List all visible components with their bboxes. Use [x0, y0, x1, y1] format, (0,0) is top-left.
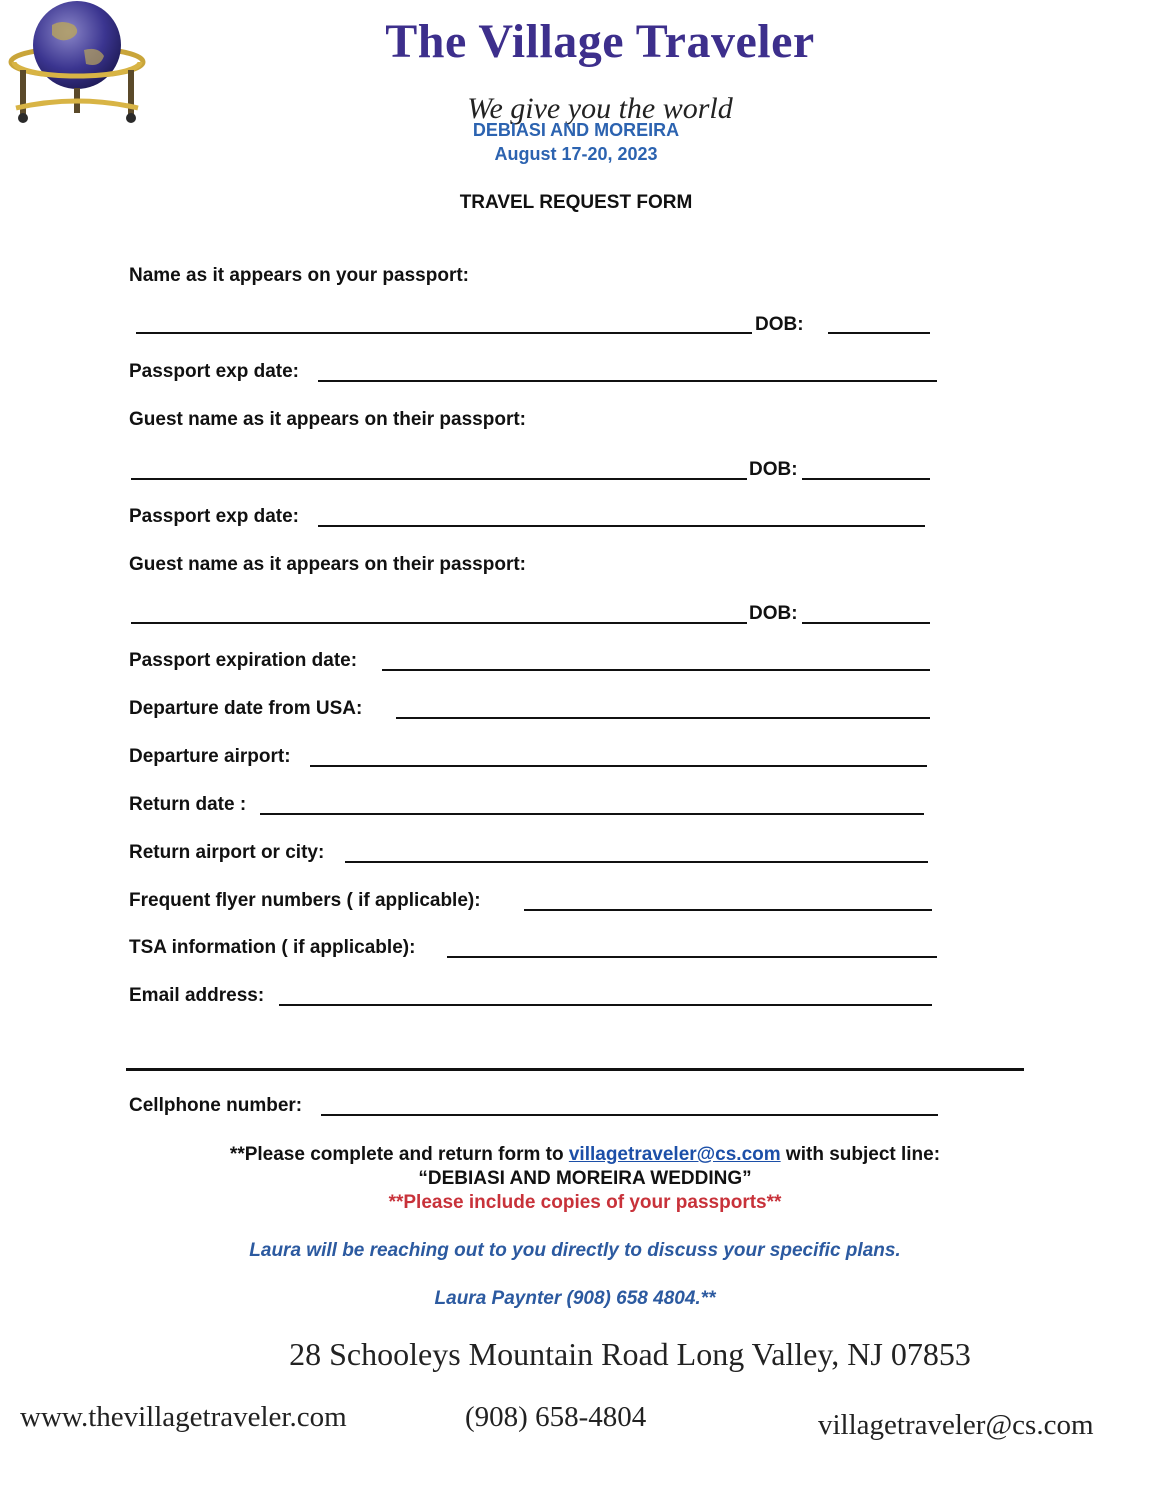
departure-date-label: Departure date from USA:: [129, 698, 363, 719]
dob-input-2[interactable]: [802, 478, 930, 480]
cellphone-label: Cellphone number:: [129, 1095, 303, 1116]
cellphone-input[interactable]: [321, 1114, 938, 1116]
return-date-input[interactable]: [260, 813, 924, 815]
passport-expiration-input[interactable]: [382, 669, 930, 671]
departure-date-input[interactable]: [396, 717, 930, 719]
guest-name-input-1[interactable]: [131, 478, 747, 480]
globe-logo-icon: [2, 0, 152, 125]
footer-address: 28 Schooleys Mountain Road Long Valley, NJ 07853: [289, 1336, 971, 1372]
dob-input-1[interactable]: [828, 332, 930, 334]
passport-name-input[interactable]: [136, 332, 752, 334]
dob-label-3: DOB:: [749, 603, 798, 624]
event-date: August 17-20, 2023: [494, 144, 658, 164]
brand-title: The Village Traveler: [385, 15, 815, 68]
return-airport-label: Return airport or city:: [129, 842, 325, 863]
passport-copy-note: **Please include copies of your passports**: [388, 1192, 782, 1213]
passport-exp-input-2[interactable]: [318, 525, 925, 527]
passport-name-label: Name as it appears on your passport:: [129, 265, 469, 286]
email-input[interactable]: [279, 1004, 932, 1006]
email-label: Email address:: [129, 985, 265, 1006]
instruction-suffix: with subject line:: [780, 1144, 941, 1165]
return-airport-input[interactable]: [345, 861, 928, 863]
footer-email[interactable]: villagetraveler@cs.com: [818, 1409, 1094, 1441]
guest-name-input-2[interactable]: [131, 622, 747, 624]
form-title: TRAVEL REQUEST FORM: [459, 192, 693, 213]
couple-names: DEBIASI AND MOREIRA: [472, 120, 680, 140]
dob-label-1: DOB:: [755, 314, 804, 335]
return-email-link[interactable]: villagetraveler@cs.com: [568, 1144, 781, 1165]
tagline: We give you the world: [467, 92, 733, 125]
passport-exp-label-1: Passport exp date:: [129, 361, 299, 382]
guest-name-label-1: Guest name as it appears on their passport:: [129, 409, 526, 430]
dob-label-2: DOB:: [749, 459, 798, 480]
dob-input-3[interactable]: [802, 622, 930, 624]
return-date-label: Return date :: [129, 794, 247, 815]
return-instructions: [100, 1144, 1070, 1166]
subject-line: “DEBIASI AND MOREIRA WEDDING”: [418, 1168, 752, 1189]
passport-exp-label-2: Passport exp date:: [129, 506, 299, 527]
email-input-continued[interactable]: [126, 1068, 1024, 1071]
agent-contact: Laura Paynter (908) 658 4804.**: [434, 1288, 716, 1309]
footer-phone: (908) 658-4804: [465, 1401, 647, 1433]
departure-airport-label: Departure airport:: [129, 746, 291, 767]
instruction-prefix: **Please complete and return form to: [229, 1144, 569, 1165]
agent-note: Laura will be reaching out to you directly to discuss your specific plans.: [249, 1240, 901, 1261]
guest-name-label-2: Guest name as it appears on their passport:: [129, 554, 526, 575]
passport-expiration-label: Passport expiration date:: [129, 650, 358, 671]
tsa-input[interactable]: [447, 956, 937, 958]
frequent-flyer-label: Frequent flyer numbers ( if applicable):: [129, 890, 481, 911]
tsa-label: TSA information ( if applicable):: [129, 937, 416, 958]
footer-website[interactable]: www.thevillagetraveler.com: [20, 1401, 347, 1433]
passport-exp-input-1[interactable]: [318, 380, 937, 382]
departure-airport-input[interactable]: [310, 765, 927, 767]
frequent-flyer-input[interactable]: [524, 909, 932, 911]
